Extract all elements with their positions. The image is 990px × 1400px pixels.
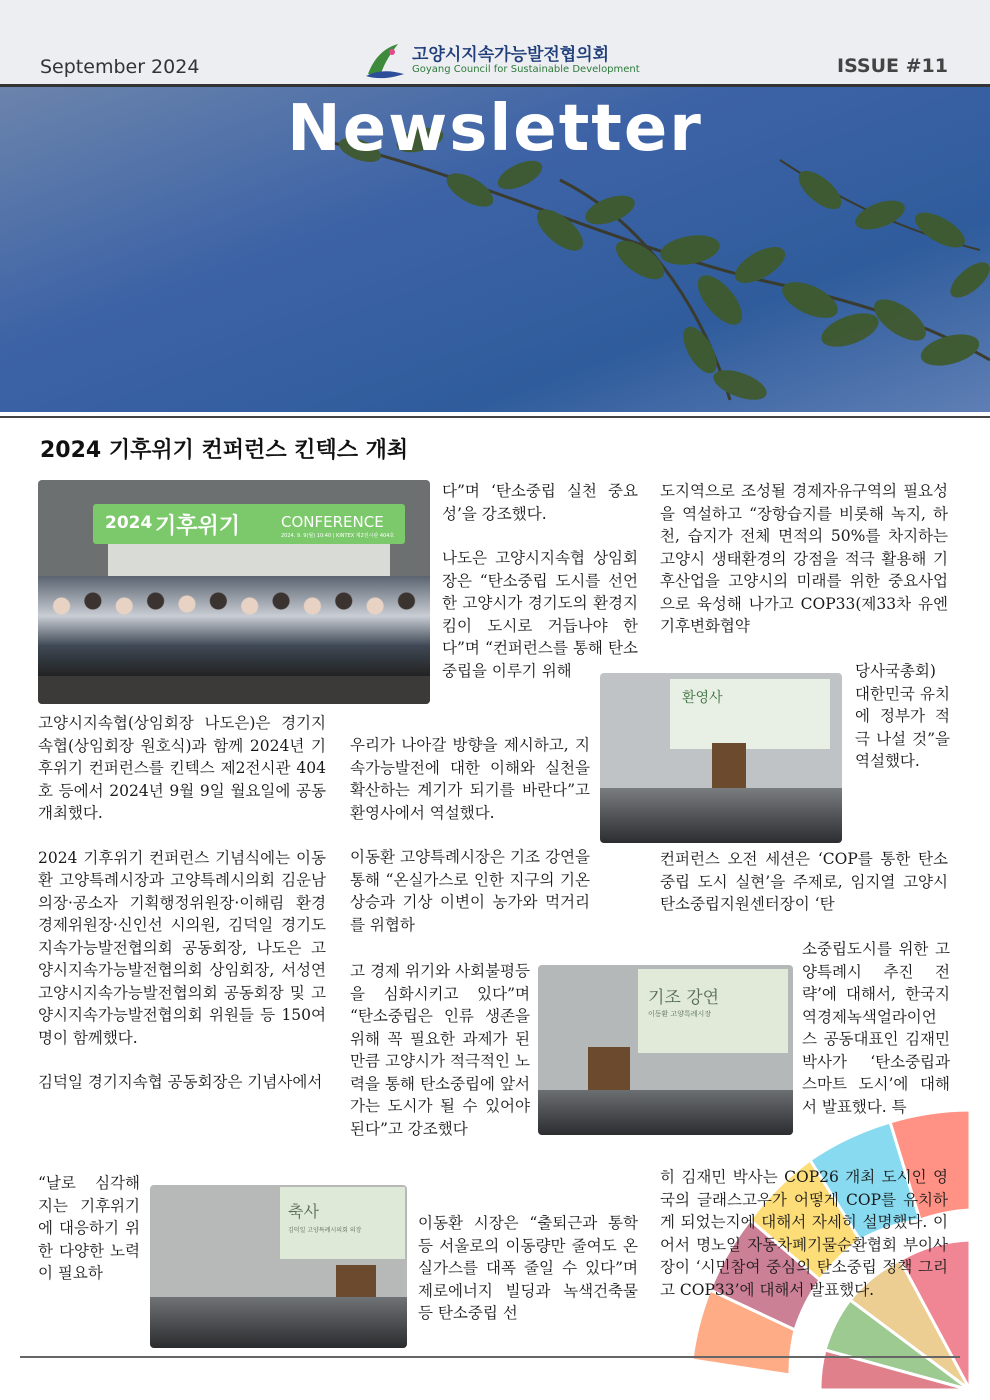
- column-2-wrap: [350, 960, 530, 1140]
- footer-rule: [20, 1356, 960, 1358]
- paragraph: 우리가 나아갈 방향을 제시하고, 지속가능발전에 대한 이해와 실천을 확산하는 계기가 되기를 바란다”고 환영사에서 역설했다.: [350, 736, 590, 822]
- keynote-screen-sub: 이동환 고양특례시장: [648, 1010, 712, 1018]
- paragraph: 나도은 고양시지속협 상임회장은 “탄소중립 도시를 선언한 고양시가 경기도의 환경지킴이 도시로 거듭나야 한다”며 “컨퍼런스를 통해 탄소중립을 이루기 위해: [442, 549, 638, 680]
- audience: [600, 788, 842, 843]
- column-3-wrap-a: [855, 660, 950, 773]
- org-logo: [362, 36, 642, 82]
- congrats-speech-photo: [150, 1185, 407, 1348]
- paragraph: 당사국총회) 대한민국 유치에 정부가 적극 나설 것”을 역설했다.: [855, 662, 950, 770]
- issue-date: September 2024: [40, 56, 200, 78]
- paragraph: “날로 심각해지는 기후위기에 대응하기 위한 다양한 노력이 필요하: [38, 1174, 140, 1282]
- banner-year: 2024: [105, 513, 153, 533]
- banner-sub: 2024. 9. 9(월) 10:40 | KINTEX 제2전시관 404호: [281, 533, 395, 539]
- congrats-screen-sub: 김덕일 고양특례시의회 의장: [288, 1227, 362, 1234]
- article-headline: 2024 기후위기 컨퍼런스 킨텍스 개최: [40, 438, 409, 463]
- keynote-screen: [638, 969, 788, 1053]
- banner-title: 기후위기: [155, 514, 241, 539]
- org-name: 고양시지속가능발전협의회: [412, 45, 610, 65]
- floor: [38, 676, 430, 704]
- keynote-screen-title: 기조 강연: [648, 988, 720, 1008]
- column-3-wrap-b: [802, 938, 950, 1118]
- banner-word: CONFERENCE: [281, 513, 384, 531]
- top-rule: [0, 84, 990, 87]
- welcome-screen: [670, 679, 830, 749]
- column-3-mid: [660, 848, 948, 916]
- paragraph: 컨퍼런스 오전 세션은 ‘COP를 통한 탄소중립 도시 실현’을 주제로, 임지열 고양시탄소중립지원센터장이 ‘탄: [660, 850, 948, 913]
- paragraph: 이동환 시장은 “출퇴근과 통학 등 서울로의 이동량만 줄여도 온실가스를 대폭 줄일 수 있다”며 제로에너지 빌딩과 녹색건축물 등 탄소중립 선: [418, 1214, 638, 1322]
- welcome-screen-title: 환영사: [682, 690, 723, 706]
- paragraph: 이동환 고양특례시장은 기조 강연을 통해 “온실가스로 인한 지구의 기온 상승과 기상 이변이 농가와 먹거리를 위협하: [350, 848, 590, 934]
- column-2-top: [442, 480, 638, 682]
- audience: [150, 1297, 407, 1348]
- column-3-bottom: [660, 1166, 948, 1301]
- paragraph: 고양시지속협(상임회장 나도은)은 경기지속협(상임회장 원호식)과 함께 2024년 기후위기 컨퍼런스를 킨텍스 제2전시관 404호 등에서 2024년 9월 9일 월요일에 공동 개최했다.: [38, 714, 326, 822]
- paragraph: 도지역으로 조성될 경제자유구역의 필요성을 역설하고 “장항습지를 비롯해 녹지, 하천, 습지가 전체 면적의 50%를 차지하는 고양시 생태환경의 강점을 적극 활용해 기후산업을 고양시의 미래를 위한 중요사업으로 육성해 나가고 COP33(제33차 유엔기후변화협약: [660, 482, 948, 635]
- conference-banner: [93, 504, 405, 544]
- hero-banner: [0, 0, 990, 412]
- paragraph: 히 김재민 박사는 COP26 개최 도시인 영국의 글래스고우가 어떻게 COP를 유치하게 되었는지에 대해서 자세히 설명했다. 이어서 명노일 자동차폐기물순환협회 부이사장이 ‘시민참여 중심의 탄소중립 정책 그리고 COP33’에 대해서 발표했다.: [660, 1168, 948, 1299]
- congrats-screen-title: 축사: [288, 1202, 319, 1221]
- group-photo: [38, 480, 430, 704]
- paragraph: 김덕일 경기지속협 공동회장은 기념사에서: [38, 1073, 323, 1091]
- issue-number: ISSUE #11: [837, 55, 948, 77]
- column-2-mid: [350, 734, 590, 936]
- logo-icon: [362, 38, 406, 82]
- crowd: [38, 576, 430, 676]
- column-1: [38, 712, 326, 1094]
- welcome-speech-photo: [600, 673, 842, 843]
- column-1-wrap: [38, 1172, 140, 1285]
- paragraph: 2024 기후위기 컨퍼런스 기념식에는 이동환 고양특례시장과 고양특례시의회 김운남 의장·공소자 기획행정위원장·이해림 환경경제위원장·신인선 시의원, 김덕일 경기도지속가능발전협의회 공동회장, 나도은 고양시지속가능발전협의회 상임회장, 서성연 고양시지속가능발전협의회 공동회장 및 고양시지속가능발전협의회 위원들 등 150여 명이 함께했다.: [38, 848, 326, 1047]
- paragraph: 다”며 ‘탄소중립 실천 중요성’을 강조했다.: [442, 482, 638, 523]
- org-name-en: Goyang Council for Sustainable Development: [412, 64, 640, 75]
- column-2-bottom: [418, 1212, 638, 1325]
- column-3-top: [660, 480, 948, 638]
- paragraph: 소중립도시를 위한 고양특례시 추진 전략’에 대해서, 한국지역경제녹색얼라이언스 공동대표인 김재민 박사가 ‘탄소중립과 스마트 도시’에 대해서 발표했다. 특: [802, 940, 950, 1116]
- congrats-screen: [280, 1187, 405, 1259]
- section-divider: [0, 416, 990, 418]
- paragraph: 고 경제 위기와 사회불평등을 심화시키고 있다”며 “탄소중립은 인류 생존을 위해 꼭 필요한 과제가 된 만큼 고양시가 적극적인 노력을 통해 탄소중립에 앞서가는 도시가 될 수 있어야 된다”고 강조했다: [350, 962, 530, 1138]
- masthead-title: Newsletter: [287, 92, 703, 166]
